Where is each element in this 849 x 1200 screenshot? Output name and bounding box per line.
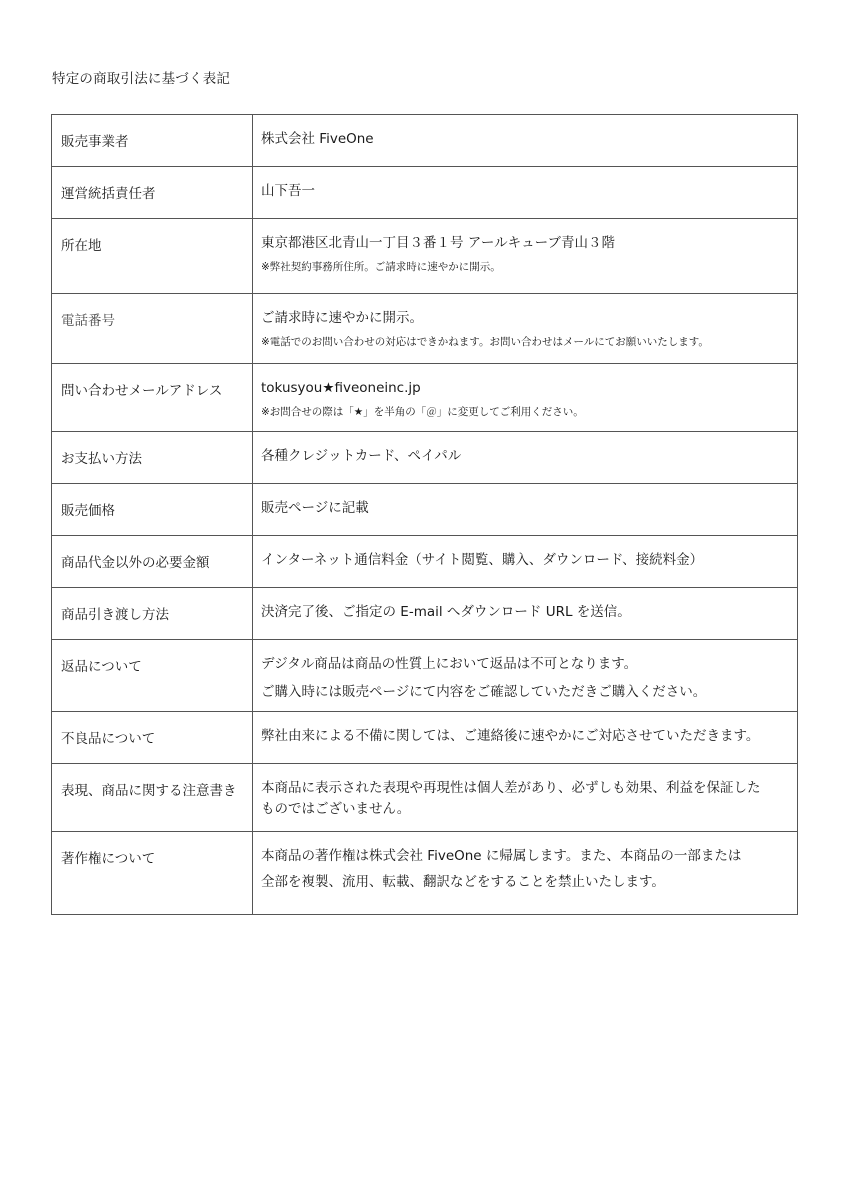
row-value: [253, 640, 798, 712]
value-note: ※電話でのお問い合わせの対応はできかねます。お問い合わせはメールにてお願いいたします。: [261, 336, 709, 348]
value-line: ものではございません。: [261, 801, 411, 817]
row-label: 問い合わせメールアドレス: [52, 364, 253, 432]
row-value: [253, 764, 798, 832]
row-value: [253, 432, 798, 484]
table-row: [52, 484, 798, 536]
value-line: デジタル商品は商品の性質上において返品は不可となります。: [261, 656, 638, 672]
row-value: [253, 219, 798, 294]
row-value: [253, 294, 798, 364]
row-value: [253, 712, 798, 764]
value-line: ご請求時に速やかに開示。: [261, 310, 423, 326]
row-label: 著作権について: [52, 832, 253, 915]
commerce-info-table: [51, 114, 798, 915]
table-row: [52, 219, 798, 294]
row-label: 運営統括責任者: [52, 167, 253, 219]
row-label: 返品について: [52, 640, 253, 712]
table-row: [52, 294, 798, 364]
table-row: [52, 115, 798, 167]
value-line: 株式会社 FiveOne: [261, 131, 374, 147]
table-row: [52, 167, 798, 219]
row-label: 所在地: [52, 219, 253, 294]
table-row: [52, 832, 798, 915]
table-row: [52, 712, 798, 764]
value-line: 弊社由来による不備に関しては、ご連絡後に速やかにご対応させていただきます。: [261, 728, 760, 744]
value-line: 本商品に表示された表現や再現性は個人差があり、必ずしも効果、利益を保証した: [261, 780, 761, 796]
row-label: お支払い方法: [52, 432, 253, 484]
row-value: [253, 588, 798, 640]
row-label: 販売価格: [52, 484, 253, 536]
row-value: [253, 536, 798, 588]
value-line: 販売ページに記載: [261, 500, 369, 516]
info-table-body: [52, 115, 798, 915]
table-row: [52, 764, 798, 832]
value-line: 決済完了後、ご指定の E-mail へダウンロード URL を送信。: [261, 604, 631, 620]
row-label: 表現、商品に関する注意書き: [52, 764, 253, 832]
row-value: [253, 484, 798, 536]
row-label: 商品引き渡し方法: [52, 588, 253, 640]
value-note: ※お問合せの際は「★」を半角の「＠」に変更してご利用ください。: [261, 406, 584, 418]
table-row: [52, 364, 798, 432]
value-line: tokusyou★fiveoneinc.jp: [261, 380, 421, 396]
table-row: [52, 536, 798, 588]
value-note: ※弊社契約事務所住所。ご請求時に速やかに開示。: [261, 261, 501, 273]
value-line: 山下吾一: [261, 183, 315, 199]
row-value: [253, 832, 798, 915]
value-line: 全部を複製、流用、転載、翻訳などをすることを禁止いたします。: [261, 874, 665, 890]
value-line: ご購入時には販売ページにて内容をご確認していただきご購入ください。: [261, 684, 707, 700]
table-row: [52, 432, 798, 484]
row-label: 不良品について: [52, 712, 253, 764]
row-label: 販売事業者: [52, 115, 253, 167]
value-line: 本商品の著作権は株式会社 FiveOne に帰属します。また、本商品の一部または: [261, 848, 742, 864]
value-line: 各種クレジットカード、ペイパル: [261, 448, 462, 464]
table-row: [52, 640, 798, 712]
row-label: 商品代金以外の必要金額: [52, 536, 253, 588]
value-line: インターネット通信料金（サイト閲覧、購入、ダウンロード、接続料金）: [261, 552, 704, 568]
row-value: [253, 167, 798, 219]
value-line: 東京都港区北青山一丁目３番１号 アールキューブ青山３階: [261, 235, 615, 251]
row-label: 電話番号: [52, 294, 253, 364]
document-title: 特定の商取引法に基づく表記: [52, 71, 231, 87]
row-value: [253, 364, 798, 432]
table-row: [52, 588, 798, 640]
row-value: [253, 115, 798, 167]
